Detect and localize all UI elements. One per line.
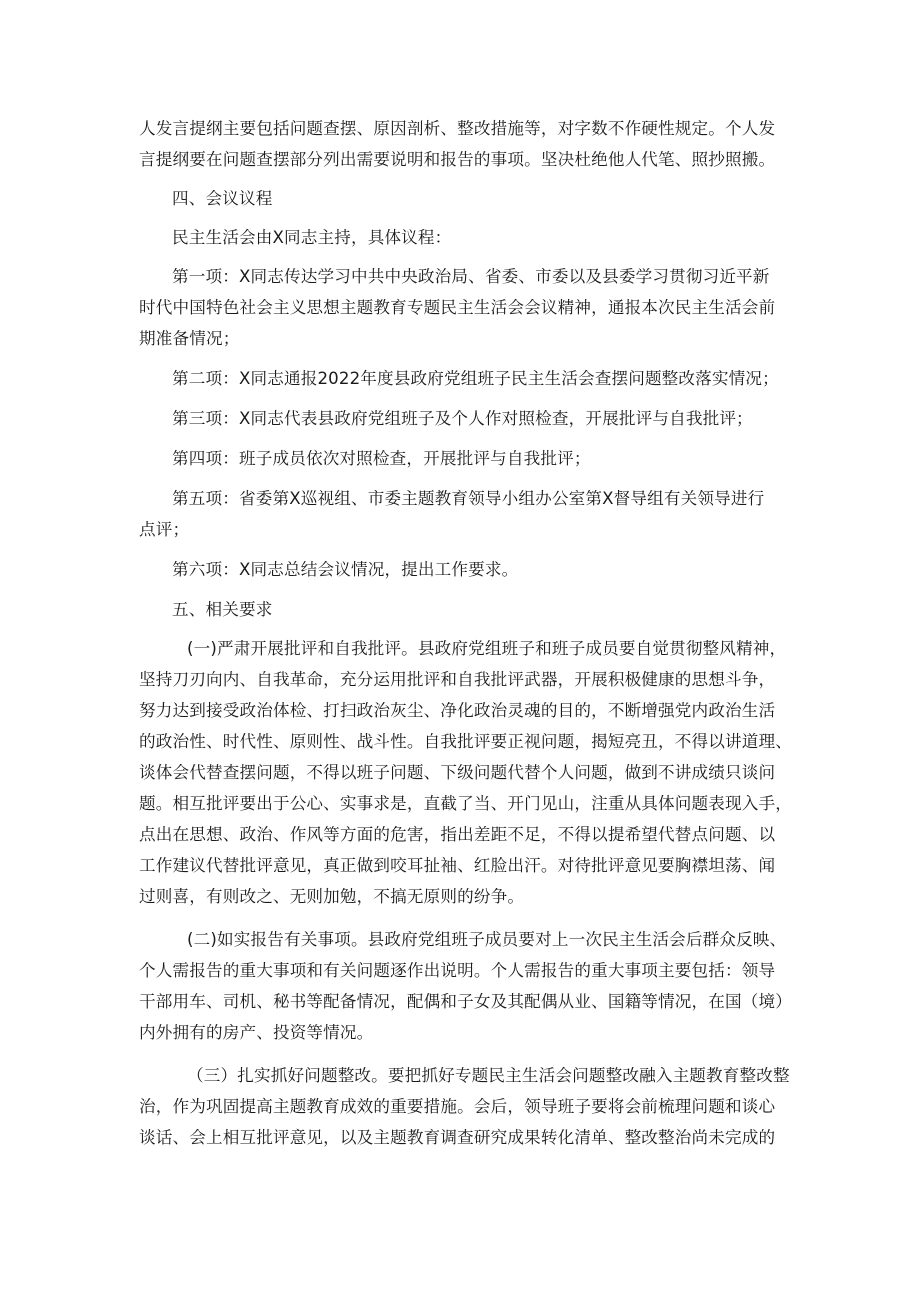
agenda-item-5 (139, 483, 799, 545)
host-paragraph (139, 222, 799, 253)
agenda-item-2 (139, 363, 799, 394)
text-line: （三）扎实抓好问题整改。要把抓好专题民主生活会问题整改融入主题教育整改整 (187, 1066, 790, 1085)
heading-text: 五、相关要求 (172, 600, 273, 619)
section-heading-agenda (139, 183, 799, 214)
agenda-item-1 (139, 261, 799, 354)
text-line: (二)如实报告有关事项。县政府党组班子成员要对上一次民主生活会后群众反映、 (187, 930, 787, 949)
text-line: 点评； (139, 520, 190, 539)
text-line: 努力达到接受政治体检、打扫政治灰尘、净化政治灵魂的目的，不断增强党内政治生活 (139, 701, 776, 720)
text-line: 人发言提纲主要包括问题查摆、原因剖析、整改措施等，对字数不作硬性规定。个人发 (139, 119, 776, 138)
section-heading-requirements (139, 594, 799, 625)
text-line: 点出在思想、政治、作风等方面的危害，指出差距不足，不得以提希望代替点问题、以 (139, 825, 776, 844)
text-line: 题。相互批评要出于公心、实事求是，直截了当、开门见山，注重从具体问题表现入手， (139, 794, 793, 813)
text-line: 第一项：X同志传达学习中共中央政治局、省委、市委以及县委学习贯彻习近平新 (172, 267, 770, 286)
text-line: 工作建议代替批评意见，真正做到咬耳扯袖、红脸出汗。对待批评意见要胸襟坦荡、闻 (139, 856, 776, 875)
agenda-item-4 (139, 443, 799, 474)
text-line: 时代中国特色社会主义思想主题教育专题民主生活会会议精神，通报本次民主生活会前 (139, 298, 776, 317)
requirement-1 (139, 633, 799, 912)
text-line: 第五项：省委第X巡视组、市委主题教育领导小组办公室第X督导组有关领导进行 (172, 489, 765, 508)
text-line: 第三项：X同志代表县政府党组班子及个人作对照检查，开展批评与自我批评； (172, 409, 753, 428)
text-line: 第四项：班子成员依次对照检查，开展批评与自我批评； (172, 449, 591, 468)
agenda-item-6 (139, 554, 799, 585)
intro-paragraph (139, 113, 799, 175)
text-line: 民主生活会由X同志主持，具体议程： (172, 228, 452, 247)
heading-text: 四、会议议程 (172, 189, 273, 208)
text-line: 坚持刀刃向内、自我革命，充分运用批评和自我批评武器，开展积极健康的思想斗争， (139, 670, 776, 689)
requirement-2 (139, 924, 799, 1048)
text-line: 过则喜，有则改之、无则加勉，不搞无原则的纷争。 (139, 887, 525, 906)
text-line: 谈体会代替查摆问题，不得以班子问题、下级问题代替个人问题，做到不讲成绩只谈问 (139, 763, 776, 782)
text-line: 治，作为巩固提高主题教育成效的重要措施。会后，领导班子要将会前梳理问题和谈心 (139, 1097, 776, 1116)
requirement-3 (139, 1060, 799, 1153)
text-line: 谈话、会上相互批评意见，以及主题教育调查研究成果转化清单、整改整治尚未完成的 (139, 1128, 776, 1147)
text-line: 内外拥有的房产、投资等情况。 (139, 1023, 374, 1042)
text-line: 第二项：X同志通报2022年度县政府党组班子民主生活会查摆问题整改落实情况； (172, 369, 779, 388)
text-line: 言提纲要在问题查摆部分列出需要说明和报告的事项。坚决杜绝他人代笔、照抄照搬。 (139, 150, 776, 169)
text-line: 个人需报告的重大事项和有关问题逐作出说明。个人需报告的重大事项主要包括：领导 (139, 961, 776, 980)
text-line: 期准备情况； (139, 329, 240, 348)
document-page (139, 113, 799, 1153)
text-line: (一)严肃开展批评和自我批评。县政府党组班子和班子成员要自觉贯彻整风精神， (187, 639, 787, 658)
text-line: 干部用车、司机、秘书等配备情况，配偶和子女及其配偶从业、国籍等情况，在国（境） (139, 992, 793, 1011)
text-line: 第六项：X同志总结会议情况，提出工作要求。 (172, 560, 519, 579)
agenda-item-3 (139, 403, 799, 434)
text-line: 的政治性、时代性、原则性、战斗性。自我批评要正视问题，揭短亮丑，不得以讲道理、 (139, 732, 793, 751)
